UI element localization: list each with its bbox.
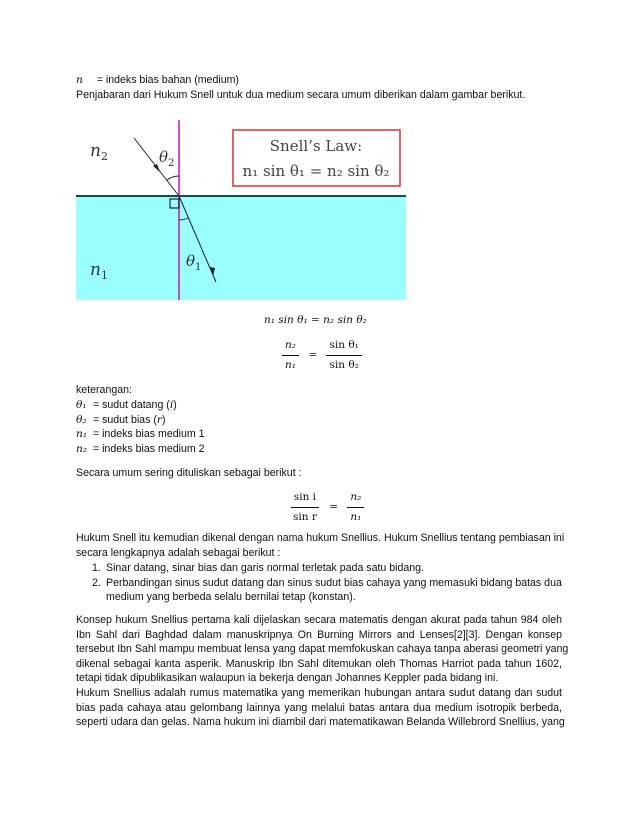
- keterangan-heading: keterangan:: [76, 384, 132, 396]
- paragraph-line: tetapi tidak dipublikasikan walaupun ia bekerja dengan Johannes Keppler pada bidang ini.: [76, 672, 499, 685]
- konsep-paragraph: [76, 613, 569, 686]
- keterangan-end: ): [161, 413, 166, 426]
- rumus-paragraph: [76, 686, 565, 730]
- theta1-label: $\theta_1$: [186, 252, 202, 273]
- paragraph-line: tersebut Ibn Sahl mampu membuat lensa yang dapat memfokuskan cahaya tanpa aberasi geometri yang: [76, 643, 569, 656]
- numbered-list: [76, 561, 562, 605]
- n2-label: $n_2$: [90, 141, 108, 163]
- eq3-equals: =: [329, 501, 339, 514]
- water-medium: [76, 196, 406, 300]
- keterangan-item: [76, 427, 562, 442]
- paragraph-line: Konsep hukum Snellius pertama kali dijelaskan secara matematis dengan akurat pada tahun 984 oleh: [76, 614, 562, 626]
- snell-equation: n₁ sin θ₁ = n₂ sin θ₂: [264, 314, 367, 326]
- list-text: medium yang berbeda selalu bernilai tetap (konstan).: [106, 591, 356, 604]
- keterangan-symbol: n₂: [76, 442, 88, 455]
- ratio-equation: [282, 338, 362, 372]
- keterangan-symbol: n₁: [76, 428, 88, 441]
- n-definition: [76, 73, 562, 88]
- keterangan-item: [76, 413, 562, 428]
- keterangan-text: = indeks bias medium 2: [92, 442, 205, 455]
- paragraph-line: Hukum Snellius adalah rumus matematika yang memerikan hubungan antara sudut datang dan sudut: [76, 687, 562, 699]
- keterangan-end: ): [173, 399, 177, 411]
- n-definition-text: = indeks bias bahan (medium): [96, 74, 239, 86]
- sine-ratio-equation: [290, 490, 364, 524]
- snell-diagram: [76, 120, 406, 300]
- eq3-lhs-numerator: sin i: [291, 490, 319, 508]
- list-text: Sinar datang, sinar bias dan garis normal terletak pada satu bidang.: [106, 562, 425, 574]
- eq3-rhs-denominator: n₁: [350, 510, 362, 523]
- keterangan-var: i: [169, 399, 174, 411]
- keterangan-symbol: θ₂: [76, 413, 87, 426]
- paragraph-line: dikenal sebagai kanta asperik. Manuskrip Ibn Sahl ditemukan oleh Thomas Harriot pada tahun 1602,: [76, 657, 562, 670]
- keterangan-var: r: [156, 413, 162, 426]
- keterangan-item: [76, 398, 562, 413]
- eq3-rhs-numerator: n₂: [347, 490, 364, 508]
- secara-umum-text: Secara umum sering dituliskan sebagai berikut :: [76, 467, 302, 479]
- eq2-equals: =: [308, 349, 318, 362]
- n-symbol: n: [76, 74, 83, 86]
- box-formula: n₁ sin θ₁ = n₂ sin θ₂: [242, 162, 390, 180]
- list-item: [76, 561, 562, 576]
- eq2-lhs-numerator: n₂: [282, 338, 299, 356]
- hukum-para-line: Hukum Snell itu kemudian dikenal dengan nama hukum Snellius. Hukum Snellius tentang pembiasan ini: [76, 532, 565, 544]
- hukum-para-line: secara lengkapnya adalah sebagai berikut :: [76, 547, 281, 559]
- eq3-lhs-denominator: sin r: [293, 510, 317, 523]
- paragraph-line: bias pada cahaya atau gelombang lainnya yang melalui batas antara dua medium isotropik berbeda,: [76, 701, 562, 714]
- keterangan-text: = sudut bias (: [92, 413, 157, 426]
- paragraph-line: Ibn Sahl dari Baghdad dalam manuskripnya On Burning Mirrors and Lenses[2][3]. Dengan konsep: [76, 628, 562, 641]
- snell-law-figure: [76, 120, 406, 300]
- list-item-continuation: [76, 590, 562, 605]
- intro-line: Penjabaran dari Hukum Snell untuk dua medium secara umum diberikan dalam gambar berikut.: [76, 89, 526, 101]
- list-item: [76, 576, 562, 591]
- list-number: 1.: [92, 562, 101, 574]
- eq2-lhs-denominator: n₁: [285, 358, 296, 371]
- eq2-rhs-denominator: sin θ₂: [329, 358, 359, 371]
- keterangan-item: [76, 442, 562, 457]
- keterangan-symbol: θ₁: [76, 399, 87, 411]
- paragraph-line: seperti udara dan gelas. Nama hukum ini diambil dari matematikawan Belanda Willebrord Snellius, yang: [76, 716, 565, 729]
- n1-label: $n_1$: [90, 260, 108, 282]
- list-number: 2.: [92, 576, 101, 589]
- list-text: Perbandingan sinus sudut datang dan sinus sudut bias cahaya yang memasuki bidang batas dua: [106, 576, 562, 589]
- keterangan-list: [76, 398, 562, 456]
- box-title: Snell’s Law:: [269, 137, 363, 155]
- keterangan-text: = sudut datang (: [92, 399, 170, 411]
- eq2-rhs-numerator: sin θ₁: [326, 338, 361, 356]
- keterangan-text: = indeks bias medium 1: [92, 428, 205, 441]
- theta2-label: $\theta_2$: [159, 148, 175, 169]
